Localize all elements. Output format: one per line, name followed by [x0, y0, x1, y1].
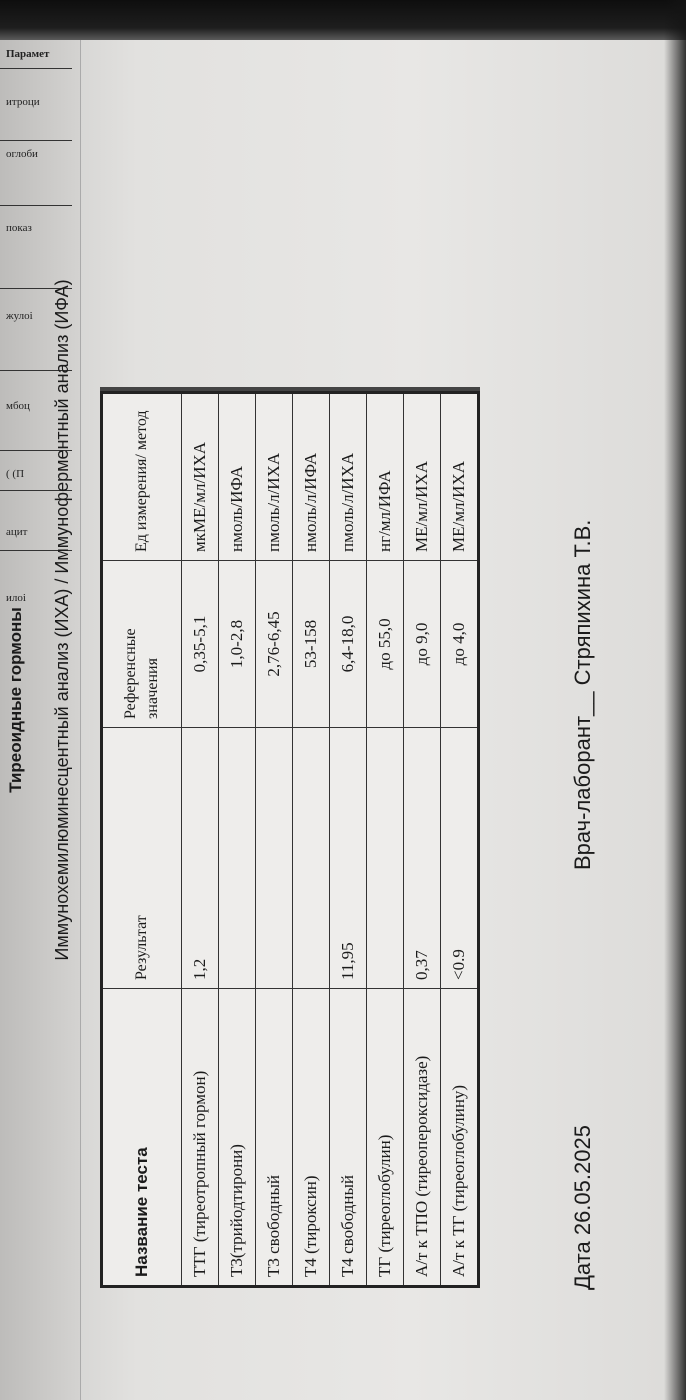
test-result: 1,2: [182, 728, 219, 989]
test-name: Т4 (тироксин): [293, 989, 330, 1287]
test-name: Т3 свободный: [256, 989, 293, 1287]
table-row: [182, 393, 219, 1287]
doctor-signature-line: Врач-лаборант__ Стряпихина Т.В.: [570, 519, 595, 870]
test-unit: пмоль/л/ИХА: [330, 393, 367, 561]
test-result: 11,95: [330, 728, 367, 989]
edge-fragment: оглоби: [6, 148, 38, 160]
edge-fragment: мбоц: [6, 400, 30, 412]
test-reference: до 9,0: [404, 561, 441, 728]
test-name: Т3(трийодтирони): [219, 989, 256, 1287]
table-row: [219, 393, 256, 1287]
test-result: [256, 728, 293, 989]
background-dark-right: [664, 0, 686, 1400]
test-reference: до 55,0: [367, 561, 404, 728]
test-unit: нг/мл/ИФА: [367, 393, 404, 561]
edge-fragment: ацит: [6, 526, 28, 538]
edge-fragment: ( (П: [6, 468, 25, 480]
edge-fragment: итроци: [6, 96, 40, 108]
table-row: [441, 393, 479, 1287]
header-reference: Референсные значения: [102, 561, 182, 728]
table-row: [256, 393, 293, 1287]
header-test-name: Название теста: [102, 989, 182, 1287]
document-title: Тиреоидные гормоны: [6, 607, 25, 793]
test-result: [367, 728, 404, 989]
test-reference: 0,35-5,1: [182, 561, 219, 728]
test-name: А/т к ТГ (тиреоглобулину): [441, 989, 479, 1287]
test-reference: до 4,0: [441, 561, 479, 728]
test-result: 0,37: [404, 728, 441, 989]
edge-fragment: жулоі: [6, 310, 33, 322]
test-reference: 2,76-6,45: [256, 561, 293, 728]
test-result: <0.9: [441, 728, 479, 989]
test-unit: нмоль/л/ИФА: [293, 393, 330, 561]
header-unit: Ед измерения/ метод: [102, 393, 182, 561]
test-reference: 1,0-2,8: [219, 561, 256, 728]
test-result: [219, 728, 256, 989]
test-unit: мкМЕ/мл/ИХА: [182, 393, 219, 561]
test-name: ТГ (тиреоглобулин): [367, 989, 404, 1287]
test-result: [293, 728, 330, 989]
test-unit: пмоль/л/ИХА: [256, 393, 293, 561]
document-subtitle: Иммунохемилюминесцентный анализ (ИХА) / Иммуноферментный анализ (ИФА): [52, 279, 72, 961]
test-name: ТТГ (тиреотропный гормон): [182, 989, 219, 1287]
test-name: А/т к ТПО (тиреопероксидазе): [404, 989, 441, 1287]
test-unit: МЕ/мл/ИХА: [404, 393, 441, 561]
table-row: [330, 393, 367, 1287]
test-reference: 6,4-18,0: [330, 561, 367, 728]
report-date: Дата 26.05.2025: [570, 1125, 595, 1290]
table-row: [404, 393, 441, 1287]
table-row: [293, 393, 330, 1287]
table-row: [367, 393, 404, 1287]
test-reference: 53-158: [293, 561, 330, 728]
test-name: Т4 свободный: [330, 989, 367, 1287]
test-unit: МЕ/мл/ИХА: [441, 393, 479, 561]
edge-fragment: Парамет: [6, 48, 50, 60]
header-result: Результат: [102, 728, 182, 989]
edge-fragment: показ: [6, 222, 32, 234]
edge-fragment: илоі: [6, 592, 26, 604]
test-unit: нмоль/ИФА: [219, 393, 256, 561]
results-table: [100, 391, 480, 1288]
table-header-row: [102, 393, 182, 1287]
